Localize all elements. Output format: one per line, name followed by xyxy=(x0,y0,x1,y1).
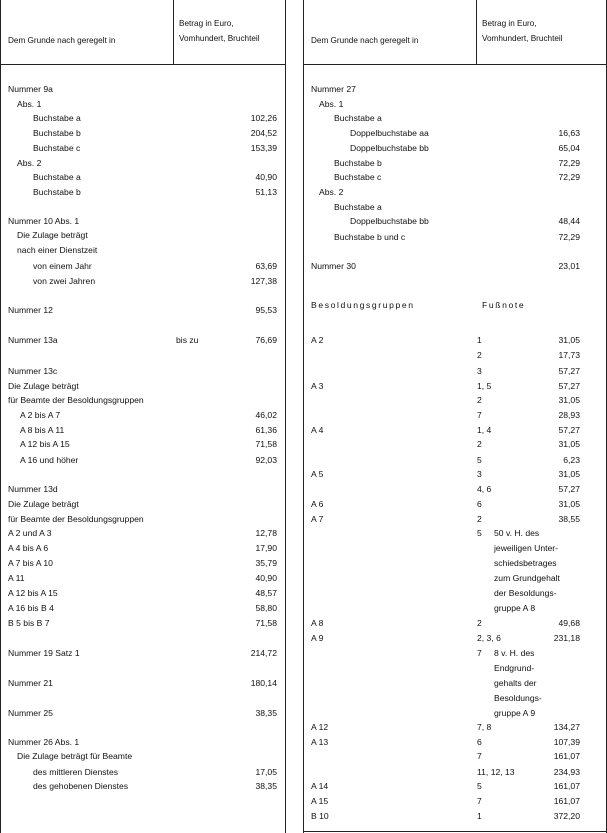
row-amount: 40,90 xyxy=(255,172,277,182)
row-label: A 12 bis A 15 xyxy=(20,439,70,449)
row-label: Doppelbuchstabe bb xyxy=(350,216,429,226)
row-amount: 12,78 xyxy=(255,528,277,538)
fussnote: 5 xyxy=(477,455,482,465)
fussnote: 5 xyxy=(477,528,482,538)
row-label: Doppelbuchstabe bb xyxy=(350,143,429,153)
row-label: Die Zulage beträgt xyxy=(8,381,79,391)
footnote-text: jeweiligen Unter- xyxy=(494,543,559,553)
row-label: Buchstabe b und c xyxy=(334,232,406,242)
besoldungsgruppe: A 4 xyxy=(311,425,324,435)
fussnote: 2 xyxy=(477,514,482,524)
row-amount: 231,18 xyxy=(553,633,580,643)
header-betrag-line2-right: Vomhundert, Bruchteil xyxy=(482,34,563,43)
footnote-text: zum Grundgehalt xyxy=(494,573,560,583)
subheader-groups: Besoldungsgruppen xyxy=(311,300,415,310)
footnote-text: gehalts der xyxy=(494,678,537,688)
row-amount: 72,29 xyxy=(558,172,580,182)
fussnote: 1, 5 xyxy=(477,381,492,391)
subheader-footnote: Fußnote xyxy=(482,300,526,310)
row-amount: 38,35 xyxy=(255,781,277,791)
row-amount: 6,23 xyxy=(563,455,580,465)
header-grund-right: Dem Grunde nach geregelt in xyxy=(311,36,419,45)
row-label: Buchstabe b xyxy=(33,187,81,197)
row-amount: 71,58 xyxy=(255,618,277,628)
fussnote: 2 xyxy=(477,350,482,360)
row-amount: 31,05 xyxy=(558,469,580,479)
row-label: Nummer 13c xyxy=(8,366,58,376)
row-amount: 57,27 xyxy=(558,381,580,391)
row-amount: 38,35 xyxy=(255,708,277,718)
bottom-rule-right xyxy=(303,831,607,832)
row-amount: 76,69 xyxy=(255,335,277,345)
row-amount: 127,38 xyxy=(250,276,277,286)
row-amount: 51,13 xyxy=(255,187,277,197)
fussnote: 4, 6 xyxy=(477,484,492,494)
row-amount: 95,53 xyxy=(255,305,277,315)
row-label: Buchstabe a xyxy=(334,202,382,212)
fussnote: 1 xyxy=(477,335,482,345)
header-rule-left xyxy=(0,64,286,65)
header-rule-right xyxy=(303,64,607,65)
row-label: B 5 bis B 7 xyxy=(8,618,50,628)
row-label: Die Zulage beträgt xyxy=(8,499,79,509)
row-amount: 48,44 xyxy=(558,216,580,226)
row-amount: 234,93 xyxy=(553,767,580,777)
row-label: Nummer 13d xyxy=(8,484,58,494)
fussnote: 3 xyxy=(477,366,482,376)
fussnote: 1, 4 xyxy=(477,425,492,435)
fussnote: 2 xyxy=(477,439,482,449)
row-amount: 153,39 xyxy=(250,143,277,153)
fussnote: 7 xyxy=(477,410,482,420)
row-amount: 31,05 xyxy=(558,335,580,345)
row-label: Nummer 30 xyxy=(311,261,356,271)
fussnote: 7 xyxy=(477,751,482,761)
besoldungsgruppe: A 13 xyxy=(311,737,329,747)
row-label: Abs. 2 xyxy=(17,158,42,168)
row-amount: 204,52 xyxy=(250,128,277,138)
row-amount: 28,93 xyxy=(558,410,580,420)
row-amount: 214,72 xyxy=(250,648,277,658)
row-label: für Beamte der Besoldungsgruppen xyxy=(8,395,144,405)
row-amount: 23,01 xyxy=(558,261,580,271)
header-grund-left: Dem Grunde nach geregelt in xyxy=(8,36,116,45)
row-amount: 72,29 xyxy=(558,158,580,168)
row-label: von einem Jahr xyxy=(33,261,92,271)
row-label: A 16 bis B 4 xyxy=(8,603,54,613)
besoldungsgruppe: A 15 xyxy=(311,796,329,806)
row-label: von zwei Jahren xyxy=(33,276,96,286)
row-label: Nummer 25 xyxy=(8,708,53,718)
row-label: für Beamte der Besoldungsgruppen xyxy=(8,514,144,524)
row-amount: 180,14 xyxy=(250,678,277,688)
row-label: Abs. 1 xyxy=(17,99,42,109)
besoldungsgruppe: A 9 xyxy=(311,633,324,643)
column-divider-left xyxy=(173,0,174,64)
fussnote: 2 xyxy=(477,618,482,628)
row-label: Buchstabe b xyxy=(33,128,81,138)
fussnote: 7 xyxy=(477,648,482,658)
row-label: Buchstabe b xyxy=(334,158,382,168)
header-betrag-line2-left: Vomhundert, Bruchteil xyxy=(179,34,260,43)
row-label: Abs. 2 xyxy=(319,187,344,197)
row-label: Nummer 13a xyxy=(8,335,58,345)
row-label: Nummer 27 xyxy=(311,84,356,94)
row-amount: 57,27 xyxy=(558,425,580,435)
row-label: Buchstabe c xyxy=(33,143,81,153)
row-amount: 61,36 xyxy=(255,425,277,435)
row-amount: 107,39 xyxy=(553,737,580,747)
row-amount: 57,27 xyxy=(558,366,580,376)
row-amount: 134,27 xyxy=(553,722,580,732)
fussnote: 6 xyxy=(477,737,482,747)
besoldungsgruppe: B 10 xyxy=(311,811,329,821)
row-amount: 16,63 xyxy=(558,128,580,138)
fussnote: 2 xyxy=(477,395,482,405)
row-label: Nummer 9a xyxy=(8,84,53,94)
row-label: des mittleren Dienstes xyxy=(33,767,119,777)
besoldungsgruppe: A 5 xyxy=(311,469,324,479)
center-border-right xyxy=(303,0,304,833)
row-amount: 31,05 xyxy=(558,499,580,509)
fussnote: 11, 12, 13 xyxy=(477,767,515,777)
footnote-text: 8 v. H. des xyxy=(494,648,535,658)
row-qualifier: bis zu xyxy=(176,335,199,345)
row-label: A 12 bis A 15 xyxy=(8,588,58,598)
row-amount: 71,58 xyxy=(255,439,277,449)
row-label: Buchstabe a xyxy=(33,172,81,182)
row-amount: 40,90 xyxy=(255,573,277,583)
fussnote: 1 xyxy=(477,811,482,821)
row-amount: 49,68 xyxy=(558,618,580,628)
row-label: A 8 bis A 11 xyxy=(20,425,65,435)
column-divider-right xyxy=(476,0,477,64)
footnote-text: Besoldungs- xyxy=(494,693,542,703)
row-amount: 57,27 xyxy=(558,484,580,494)
besoldungsgruppe: A 12 xyxy=(311,722,329,732)
row-label: Buchstabe a xyxy=(33,113,81,123)
row-amount: 17,73 xyxy=(558,350,580,360)
row-label: A 11 xyxy=(8,573,25,583)
row-label: Nummer 10 Abs. 1 xyxy=(8,216,80,226)
row-label: Buchstabe c xyxy=(334,172,382,182)
row-label: Nummer 26 Abs. 1 xyxy=(8,737,80,747)
row-label: Nummer 21 xyxy=(8,678,53,688)
besoldungsgruppe: A 14 xyxy=(311,781,329,791)
row-amount: 72,29 xyxy=(558,232,580,242)
footnote-text: gruppe A 9 xyxy=(494,708,536,718)
row-label: Nummer 19 Satz 1 xyxy=(8,648,80,658)
header-betrag-line1-left: Betrag in Euro, xyxy=(179,19,234,28)
footnote-text: 50 v. H. des xyxy=(494,528,540,538)
row-amount: 63,69 xyxy=(255,261,277,271)
row-label: Die Zulage beträgt xyxy=(17,230,88,240)
footnote-text: schiedsbetrages xyxy=(494,558,557,568)
row-amount: 48,57 xyxy=(255,588,277,598)
row-label: Abs. 1 xyxy=(319,99,344,109)
row-amount: 38,55 xyxy=(558,514,580,524)
fussnote: 2, 3, 6 xyxy=(477,633,501,643)
row-label: des gehobenen Dienstes xyxy=(33,781,129,791)
left-border xyxy=(0,0,1,833)
row-amount: 35,79 xyxy=(255,558,277,568)
fussnote: 6 xyxy=(477,499,482,509)
row-amount: 46,02 xyxy=(255,410,277,420)
besoldungsgruppe: A 2 xyxy=(311,335,324,345)
row-label: Buchstabe a xyxy=(334,113,382,123)
row-amount: 17,05 xyxy=(255,767,277,777)
besoldungsgruppe: A 8 xyxy=(311,618,324,628)
row-label: A 16 und höher xyxy=(20,455,79,465)
footnote-text: Endgrund- xyxy=(494,663,535,673)
row-label: Die Zulage beträgt für Beamte xyxy=(17,751,133,761)
row-label: Nummer 12 xyxy=(8,305,53,315)
row-amount: 31,05 xyxy=(558,439,580,449)
besoldungsgruppe: A 3 xyxy=(311,381,324,391)
fussnote: 7 xyxy=(477,796,482,806)
row-amount: 58,80 xyxy=(255,603,277,613)
fussnote: 5 xyxy=(477,781,482,791)
row-amount: 161,07 xyxy=(553,781,580,791)
row-amount: 31,05 xyxy=(558,395,580,405)
besoldungsgruppe: A 7 xyxy=(311,514,324,524)
row-amount: 161,07 xyxy=(553,751,580,761)
row-label: A 2 und A 3 xyxy=(8,528,52,538)
row-amount: 161,07 xyxy=(553,796,580,806)
footnote-text: gruppe A 8 xyxy=(494,603,536,613)
row-amount: 102,26 xyxy=(250,113,277,123)
fussnote: 3 xyxy=(477,469,482,479)
row-amount: 92,03 xyxy=(255,455,277,465)
row-amount: 17,90 xyxy=(255,543,277,553)
row-label: Doppelbuchstabe aa xyxy=(350,128,429,138)
row-label: A 7 bis A 10 xyxy=(8,558,53,568)
footnote-text: der Besoldungs- xyxy=(494,588,557,598)
fussnote: 7, 8 xyxy=(477,722,492,732)
row-label: A 2 bis A 7 xyxy=(20,410,61,420)
row-label: nach einer Dienstzeit xyxy=(17,245,98,255)
row-label: A 4 bis A 6 xyxy=(8,543,49,553)
besoldungsgruppe: A 6 xyxy=(311,499,324,509)
center-border-left xyxy=(285,0,286,833)
row-amount: 65,04 xyxy=(558,143,580,153)
row-amount: 372,20 xyxy=(553,811,580,821)
header-betrag-line1-right: Betrag in Euro, xyxy=(482,19,537,28)
